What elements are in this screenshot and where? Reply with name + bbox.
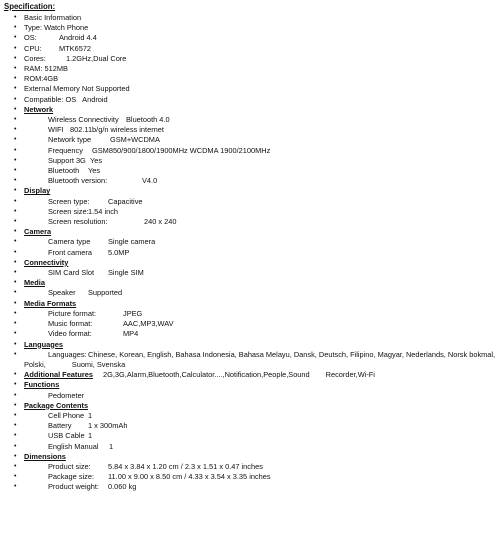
spec-key: Package size:: [48, 472, 95, 482]
spec-value: Yes: [88, 166, 101, 176]
bullet-icon: •: [14, 105, 17, 113]
bullet-icon: •: [14, 391, 17, 399]
bullet-icon: •: [14, 238, 17, 246]
list-item: [4, 350, 498, 360]
spec-key: Network type: [48, 135, 92, 145]
bullet-icon: •: [14, 411, 17, 419]
spec-key: Front camera: [48, 247, 92, 257]
package-contents-heading: Package Contents: [24, 400, 89, 410]
spec-value: 0.060 kg: [108, 482, 137, 492]
list-item: [4, 431, 498, 441]
spec-value: 1: [109, 441, 114, 451]
spec-value: Supported: [88, 288, 123, 298]
spec-key: Music format:: [48, 319, 93, 329]
section-heading-camera: [4, 227, 498, 237]
spec-value: 240 x 240: [144, 217, 177, 227]
section-heading-media: [4, 278, 498, 288]
list-item: [4, 248, 498, 258]
spec-value: GSM+WCDMA: [110, 135, 160, 145]
bullet-icon: •: [14, 85, 17, 93]
section-heading-languages: [4, 340, 498, 350]
spec-value: V4.0: [142, 176, 158, 186]
media-heading: Media: [24, 278, 45, 288]
list-item: [4, 125, 498, 135]
spec-key: Product weight:: [48, 482, 99, 492]
spec-value: 802.11b/g/n wireless internet: [70, 125, 164, 135]
spec-key: Languages:: [48, 349, 87, 359]
spec-value: GSM850/900/1800/1900MHz WCDMA 1900/2100MHz: [92, 145, 271, 155]
list-item: [4, 54, 498, 64]
spec-value: 1: [88, 410, 93, 420]
spec-value: Bluetooth 4.0: [126, 115, 170, 125]
spec-value: AAC,MP3,WAV: [123, 319, 174, 329]
list-item: [4, 166, 498, 176]
bullet-icon: •: [14, 228, 17, 236]
bullet-icon: •: [14, 473, 17, 481]
languages-line-1: Chinese, Korean, English, Bahasa Indonesia, Bahasa Melayu, Dansk, Deutsch, Filipino, Magyar, Nederlands, Norsk bokmal,: [88, 349, 496, 359]
list-item: [4, 482, 498, 492]
camera-heading: Camera: [24, 227, 52, 237]
section-heading-additional-features: [4, 370, 498, 380]
section-heading-functions: [4, 380, 498, 390]
bullet-icon: •: [14, 289, 17, 297]
dimensions-heading: Dimensions: [24, 451, 66, 461]
basic-label: CPU:: [24, 43, 42, 53]
bullet-icon: •: [14, 156, 17, 164]
bullet-icon: •: [14, 126, 17, 134]
bullet-icon: •: [14, 299, 17, 307]
spec-value: Capacitive: [108, 196, 143, 206]
list-item: [4, 64, 498, 74]
bullet-icon: •: [14, 309, 17, 317]
basic-value: Android: [82, 94, 108, 104]
bullet-icon: •: [14, 279, 17, 287]
spec-key: Bluetooth version:: [48, 176, 108, 186]
list-item: [4, 472, 498, 482]
list-item: [4, 329, 498, 339]
section-heading-display: [4, 186, 498, 196]
section-heading-network: [4, 105, 498, 115]
list-item: [4, 197, 498, 207]
specification-document: [4, 2, 498, 493]
list-item: [4, 176, 498, 186]
bullet-icon: •: [14, 197, 17, 205]
display-heading: Display: [24, 186, 51, 196]
list-item: [4, 217, 498, 227]
spec-key: Screen size:: [48, 206, 89, 216]
bullet-icon: •: [14, 136, 17, 144]
bullet-icon: •: [14, 258, 17, 266]
list-item: [4, 319, 498, 329]
list-item: [4, 95, 498, 105]
bullet-icon: •: [14, 14, 17, 21]
functions-heading: Functions: [24, 380, 60, 390]
additional-features-heading: Additional Features: [24, 370, 93, 380]
section-heading-package-contents: [4, 401, 498, 411]
basic-label: RAM: 512MB: [24, 64, 68, 74]
spec-value: Yes: [90, 155, 103, 165]
spec-key: Picture format:: [48, 308, 97, 318]
bullet-icon: •: [14, 207, 17, 215]
list-item: [4, 288, 498, 298]
bullet-icon: •: [14, 462, 17, 470]
spec-title: Specification:: [4, 2, 56, 11]
spec-value: 1: [88, 431, 93, 441]
bullet-icon: •: [14, 34, 17, 42]
spec-key: Support 3G: [48, 155, 86, 165]
list-item: [4, 156, 498, 166]
spec-key: Video format:: [48, 329, 92, 339]
bullet-icon: •: [14, 320, 17, 328]
list-item: [4, 13, 498, 23]
bullet-icon: •: [14, 75, 17, 83]
spec-value: 1.54 inch: [88, 206, 118, 216]
section-heading-connectivity: [4, 258, 498, 268]
list-item-continuation: [4, 360, 498, 370]
spec-key: Pedometer: [48, 390, 85, 400]
bullet-icon: •: [14, 218, 17, 226]
spec-key: English Manual: [48, 441, 99, 451]
spec-key: Bluetooth: [48, 166, 80, 176]
bullet-icon: •: [14, 44, 17, 52]
list-item: [4, 84, 498, 94]
bullet-icon: •: [14, 54, 17, 62]
bullet-icon: •: [14, 350, 17, 358]
spec-value: Single SIM: [108, 268, 144, 278]
list-item: [4, 33, 498, 43]
bullet-icon: •: [14, 432, 17, 440]
spec-key: Frequency: [48, 145, 83, 155]
basic-value: MTK6572: [59, 43, 92, 53]
bullet-icon: •: [14, 371, 17, 379]
list-item: [4, 135, 498, 145]
spec-key: Wireless Connectivity: [48, 115, 119, 125]
spec-value: MP4: [123, 329, 139, 339]
spec-value: 5.84 x 3.84 x 1.20 cm / 2.3 x 1.51 x 0.47 inches: [108, 461, 263, 471]
spec-value: 1 x 300mAh: [88, 421, 128, 431]
spec-value: Single camera: [108, 237, 156, 247]
bullet-icon: •: [14, 146, 17, 154]
basic-label: Type: Watch Phone: [24, 23, 89, 33]
bullet-icon: •: [14, 116, 17, 124]
bullet-icon: •: [14, 95, 17, 103]
list-item: [4, 442, 498, 452]
list-item: [4, 462, 498, 472]
spec-key: Speaker: [48, 288, 76, 298]
additional-features-value-2: Recorder,Wi-Fi: [325, 370, 375, 380]
bullet-icon: •: [14, 248, 17, 256]
list-item: [4, 207, 498, 217]
spec-key: Cell Phone: [48, 410, 85, 420]
bullet-icon: •: [14, 167, 17, 175]
basic-value: 1.2GHz,Dual Core: [66, 53, 127, 63]
basic-value: Android 4.4: [59, 33, 97, 43]
basic-label: ROM:4GB: [24, 74, 59, 84]
bullet-icon: •: [14, 381, 17, 389]
bullet-icon: •: [14, 24, 17, 32]
languages-line-2b: Suomi, Svenska: [71, 359, 126, 369]
list-item: [4, 421, 498, 431]
bullet-icon: •: [14, 422, 17, 430]
spec-key: USB Cable: [48, 431, 85, 441]
bullet-icon: •: [14, 65, 17, 73]
basic-label: Basic Information: [24, 13, 82, 22]
list-item: [4, 115, 498, 125]
section-heading-media-formats: [4, 299, 498, 309]
bullet-icon: •: [14, 177, 17, 185]
spec-key: WIFI: [48, 125, 64, 135]
list-item: [4, 411, 498, 421]
list-item: [4, 146, 498, 156]
languages-line-2a: Polski,: [24, 359, 46, 369]
basic-label: OS:: [24, 33, 37, 43]
bullet-icon: •: [14, 452, 17, 460]
spec-key: Screen resolution:: [48, 217, 108, 227]
list-item: [4, 391, 498, 401]
additional-features-value: 2G,3G,Alarm,Bluetooth,Calculator....,Notification,People,Sound: [103, 370, 310, 380]
list-item: [4, 237, 498, 247]
spec-key: Screen type:: [48, 196, 90, 206]
spec-value: 11.00 x 9.00 x 8.50 cm / 4.33 x 3.54 x 3.35 inches: [108, 472, 271, 482]
section-heading-dimensions: [4, 452, 498, 462]
spec-key: Battery: [48, 421, 72, 431]
list-item: [4, 23, 498, 33]
connectivity-heading: Connectivity: [24, 257, 69, 267]
list-item: [4, 44, 498, 54]
bullet-icon: •: [14, 330, 17, 338]
bullet-icon: •: [14, 187, 17, 195]
basic-label: External Memory Not Supported: [24, 84, 130, 94]
bullet-icon: •: [14, 269, 17, 277]
list-item: [4, 268, 498, 278]
basic-label: Compatible: OS: [24, 94, 77, 104]
bullet-icon: •: [14, 340, 17, 348]
spec-key: Camera type: [48, 237, 91, 247]
list-item: [4, 74, 498, 84]
spec-value: 5.0MP: [108, 247, 130, 257]
languages-heading: Languages: [24, 339, 64, 349]
media-formats-heading: Media Formats: [24, 298, 77, 308]
spec-key: Product size:: [48, 461, 91, 471]
spec-key: SIM Card Slot: [48, 268, 95, 278]
bullet-icon: •: [14, 483, 17, 491]
bullet-icon: •: [14, 401, 17, 409]
spec-value: JPEG: [123, 308, 143, 318]
basic-label: Cores:: [24, 53, 46, 63]
list-item: [4, 309, 498, 319]
network-heading: Network: [24, 104, 54, 114]
bullet-icon: •: [14, 442, 17, 450]
